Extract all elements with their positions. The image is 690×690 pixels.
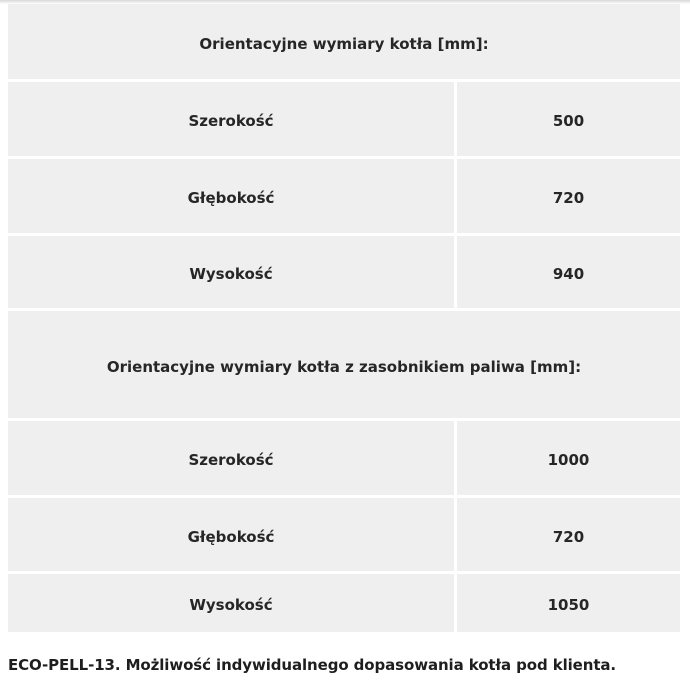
section2-row1-value: 1000 (457, 421, 680, 495)
section2-title: Orientacyjne wymiary kotła z zasobnikiem paliwa [mm]: (8, 311, 680, 418)
section1-row1-label: Szerokość (8, 82, 454, 156)
section1-row3-label: Wysokość (8, 236, 454, 308)
dimensions-table (8, 4, 680, 632)
section1-row2-value: 720 (457, 159, 680, 233)
section2-row3-value: 1050 (457, 574, 680, 632)
section1-title: Orientacyjne wymiary kotła [mm]: (8, 4, 680, 79)
section2-row1-label: Szerokość (8, 421, 454, 495)
section2-row3-label: Wysokość (8, 574, 454, 632)
footer-caption: ECO-PELL-13. Możliwość indywidualnego dopasowania kotła pod klienta. (8, 656, 617, 674)
section2-row2-label: Głębokość (8, 498, 454, 571)
section1-row3-value: 940 (457, 236, 680, 308)
section2-row2-value: 720 (457, 498, 680, 571)
section1-row2-label: Głębokość (8, 159, 454, 233)
section1-row1-value: 500 (457, 82, 680, 156)
